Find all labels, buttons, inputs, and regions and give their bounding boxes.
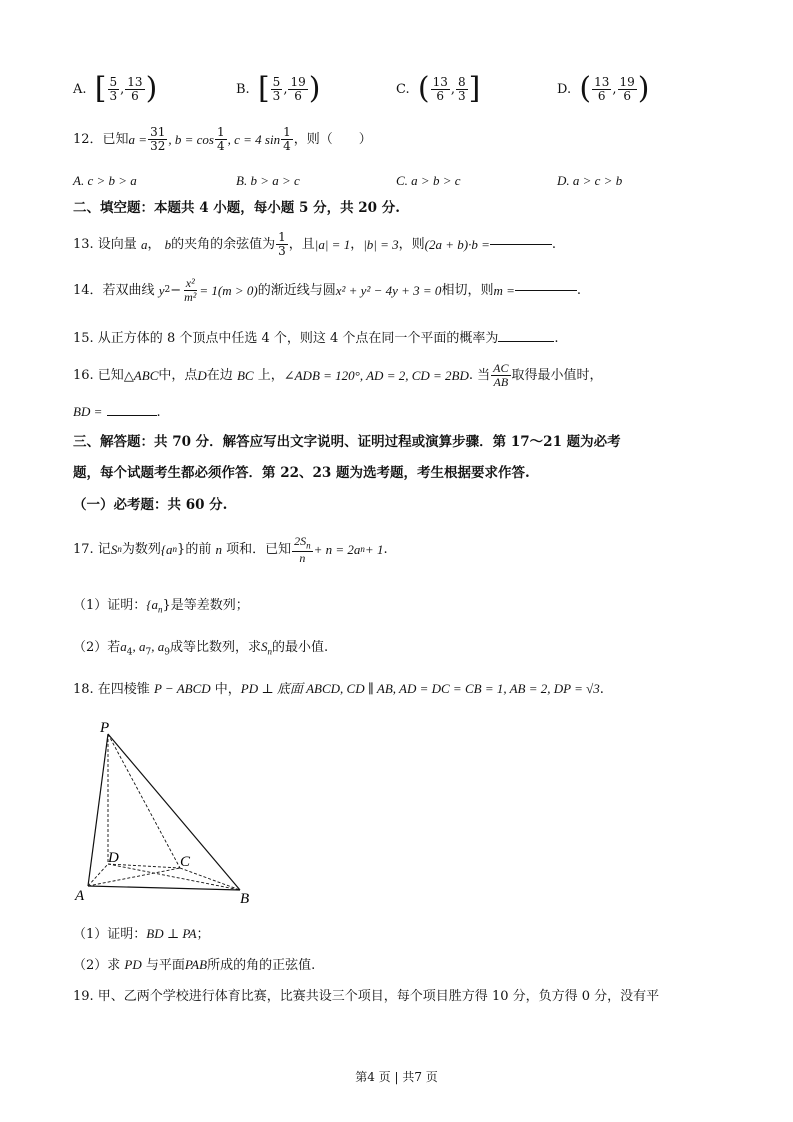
q12-option-b: B. b > a > c [236,173,300,188]
q12-option-c: C. a > b > c [396,173,461,188]
q16: 16. 已知 △ABC 中，点 D 在边 BC 上， ∠ADB = 120°, AD = 2, CD = 2BD . 当 $\frac{AC}{AB}$ 取得最小值时， [73,361,603,389]
q11-option-a: A. [ $\frac{5}{3}$ , $\frac{13}{6}$ ) [73,71,158,106]
q11-option-c: C. ( $\frac{13}{6}$ , $\frac{8}{3}$ ] [396,71,481,106]
q16-answer-blank[interactable] [107,415,157,416]
q17-stem: 17. 记 S n 为数列 {a n } 的前 n 项和．已知 $\frac{2S_n}{n}$ + n = 2a n + 1 . [73,534,388,565]
q14-answer-blank[interactable] [515,290,577,291]
q11-option-b: B. [ $\frac{5}{3}$ , $\frac{19}{6}$ ) [236,71,321,106]
q18-part1: （1）证明：BD ⊥ PA； [73,926,210,942]
q13-answer-blank[interactable] [490,244,552,245]
q15-answer-blank[interactable] [498,341,554,342]
q12-option-a: A. c > b > a [73,173,137,188]
label-D: D [108,850,119,866]
pyramid-figure [70,718,270,908]
q19-stem: 19. 甲、乙两个学校进行体育比赛，比赛共设三个项目，每个项目胜方得 10 分，负方得 0 分，没有平 [73,989,660,1004]
q16-bd: BD = . [73,404,161,420]
q18-stem: 18. 在四棱锥 P − ABCD 中，PD ⊥ 底面 ABCD, CD ∥ AB, AD = DC = CB = 1, AB = 2, DP = √3. [73,681,604,697]
q12-stem: 12．已知 a = $\frac{31}{32}$ , b = cos $\frac{1}{4}$ , c = 4 sin $\frac{1}{4}$ ，则（ ） [73,125,372,153]
q17-part1: （1）证明：$\{a_n\}$是等差数列； [73,597,249,615]
edge-PC [108,734,180,868]
edge-PA [88,734,108,886]
section-3-heading-line1: 三、解答题：共 70 分．解答应写出文字说明、证明过程或演算步骤．第 17～21 题为必考 [73,434,621,450]
q12-option-d: D. a > c > b [557,173,623,188]
page-footer: 第4 页 | 共7 页 [355,1070,438,1084]
q18-part2: （2）求 PD 与平面PAB所成的角的正弦值. [73,957,316,973]
edge-AB [88,886,240,890]
section-3-heading-line2: 题，每个试题考生都必须作答．第 22、23 题为选考题，考生根据要求作答. [73,465,530,481]
q13: 13. 设向量 a ， b 的夹角的余弦值为 $\frac{1}{3}$ ，且 |a| = 1 ， |b| = 3 ，则 (2a + b)·b = . [73,230,556,258]
section-2-heading: 二、填空题：本题共 4 小题，每小题 5 分，共 20 分. [73,200,400,216]
section-3-subheading: （一）必考题：共 60 分. [73,497,228,513]
q15: 15. 从正方体的 8 个顶点中任选 4 个，则这 4 个点在同一个平面的概率为 . [73,331,559,346]
label-B: B [240,891,250,907]
label-P: P [100,720,110,736]
edge-PB [108,734,240,890]
label-A: A [75,888,85,904]
q17-part2: （2）若$a_4$, $a_7$, $a_9$成等比数列，求$S_n$的最小值. [73,639,329,658]
q11-option-d: D. ( $\frac{13}{6}$ , $\frac{19}{6}$ ) [557,71,650,106]
q14: 14．若双曲线 y 2 − $\frac{\text{x²}}{\text{m²}}$ = 1(m > 0) 的渐近线与圆 x² + y² − 4y + 3 = 0 相切，则 m = . [73,276,582,304]
label-C: C [180,854,191,870]
